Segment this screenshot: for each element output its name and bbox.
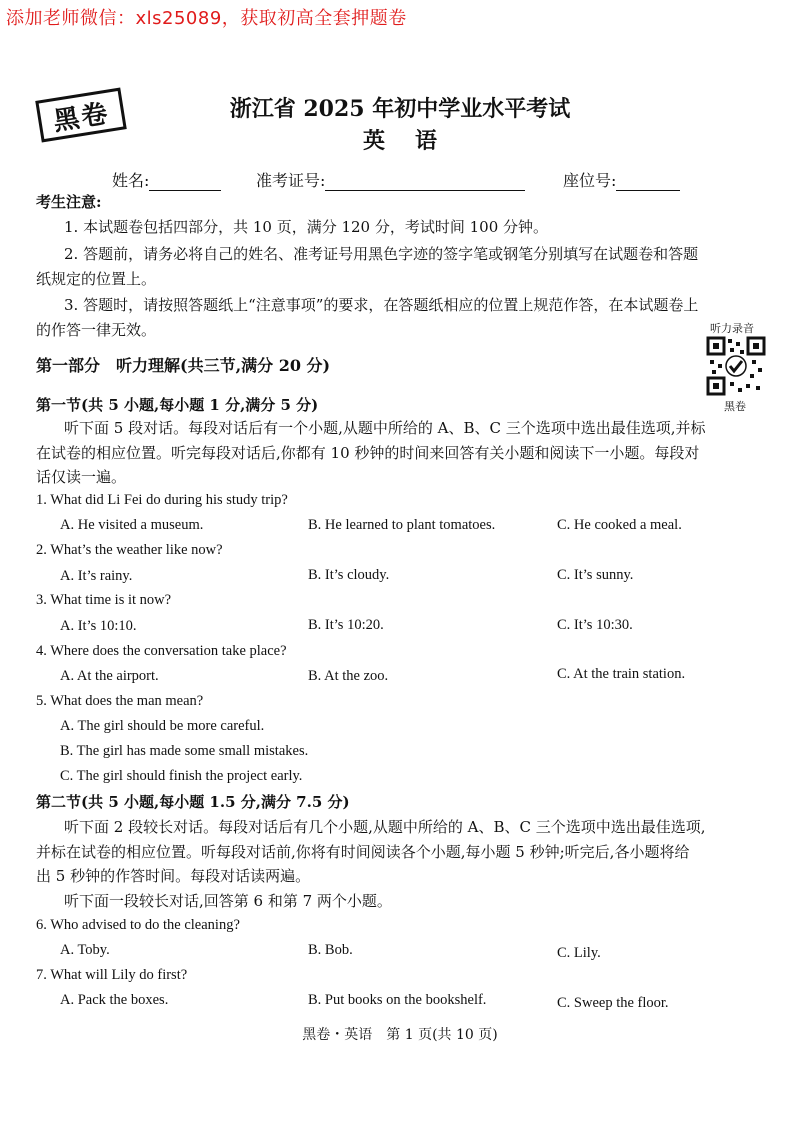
- seat-field: [563, 168, 680, 191]
- name-blank: [149, 174, 221, 191]
- q7-option-b: B. Put books on the bookshelf.: [308, 992, 487, 1008]
- q6-option-c: C. Lily.: [557, 945, 601, 961]
- promo-banner: 添加老师微信：xls25089，获取初高全套押题卷: [6, 8, 407, 29]
- q2-option-a: A. It’s rainy.: [60, 568, 133, 584]
- q5-option-b: B. The girl has made some small mistakes.: [60, 743, 309, 759]
- q7-option-a: A. Pack the boxes.: [60, 992, 169, 1008]
- section1-heading: 第一节(共 5 小题,每小题 1 分,满分 5 分): [36, 396, 319, 414]
- exam-number-blank: [325, 174, 525, 191]
- section2-line1: 听下面 2 段较长对话。每段对话后有几个小题,从题中所给的 A、B、C 三个选项中选出最佳选项,: [64, 818, 706, 836]
- section1-line2: 在试卷的相应位置。听完每段对话后,你都有 10 秒钟的时间来回答有关小题和阅读下一小题。每段对: [36, 444, 700, 462]
- q5-option-c: C. The girl should finish the project early.: [60, 768, 303, 784]
- section2-line2: 并标在试卷的相应位置。听每段对话前,你将有时间阅读各个小题,每小题 5 秒钟;听完后,各小题将给: [36, 843, 690, 861]
- question-4: 4. Where does the conversation take place?: [36, 643, 287, 659]
- seat-label: 座位号:: [563, 171, 617, 190]
- q3-option-a: A. It’s 10:10.: [60, 618, 137, 634]
- notice-item-3a: 3. 答题时，请按照答题纸上“注意事项”的要求，在答题纸相应的位置上规范作答，在本试题卷上: [64, 296, 699, 314]
- section2-heading: 第二节(共 5 小题,每小题 1.5 分,满分 7.5 分): [36, 793, 350, 811]
- name-label: 姓名:: [112, 171, 150, 190]
- exam-number-label: 准考证号:: [256, 171, 326, 190]
- q6-option-a: A. Toby.: [60, 942, 110, 958]
- q2-option-c: C. It’s sunny.: [557, 567, 634, 583]
- question-5: 5. What does the man mean?: [36, 693, 204, 709]
- logo-text: 黑卷: [51, 98, 112, 137]
- subject-title: 英语: [362, 128, 467, 154]
- notice-item-1: 1. 本试题卷包括四部分，共 10 页，满分 120 分，考试时间 100 分钟。: [64, 218, 549, 236]
- q4-option-b: B. At the zoo.: [308, 668, 389, 684]
- notice-item-2b: 纸规定的位置上。: [36, 270, 157, 288]
- notice-item-2a: 2. 答题前，请务必将自己的姓名、准考证号用黑色字迹的签字笔或钢笔分别填写在试题卷和答题: [64, 245, 699, 263]
- section1-line3: 话仅读一遍。: [36, 468, 127, 486]
- notice-heading: 考生注意:: [36, 193, 102, 211]
- question-7: 7. What will Lily do first?: [36, 967, 188, 983]
- exam-title: 浙江省 2025 年初中学业水平考试: [229, 96, 571, 122]
- question-3: 3. What time is it now?: [36, 592, 172, 608]
- page-footer: 黑卷・英语 第 1 页(共 10 页): [302, 1027, 498, 1043]
- q3-option-c: C. It’s 10:30.: [557, 617, 633, 633]
- qr-code-icon[interactable]: [706, 336, 766, 396]
- question-2: 2. What’s the weather like now?: [36, 542, 223, 558]
- exam-number-field: [256, 168, 525, 191]
- seat-blank: [616, 174, 680, 191]
- q1-option-a: A. He visited a museum.: [60, 517, 204, 533]
- part1-heading: 第一部分 听力理解(共三节,满分 20 分): [36, 356, 331, 375]
- section2-line4: 听下面一段较长对话,回答第 6 和第 7 两个小题。: [64, 892, 392, 910]
- q4-option-a: A. At the airport.: [60, 668, 159, 684]
- question-1: 1. What did Li Fei do during his study trip?: [36, 492, 288, 508]
- q1-option-b: B. He learned to plant tomatoes.: [308, 517, 496, 533]
- q6-option-b: B. Bob.: [308, 942, 353, 958]
- q7-option-c: C. Sweep the floor.: [557, 995, 669, 1011]
- name-field: [112, 168, 221, 191]
- q5-option-a: A. The girl should be more careful.: [60, 718, 265, 734]
- q2-option-b: B. It’s cloudy.: [308, 567, 390, 583]
- notice-item-3b: 的作答一律无效。: [36, 321, 157, 339]
- section1-line1: 听下面 5 段对话。每段对话后有一个小题,从题中所给的 A、B、C 三个选项中选出最佳选项,并标: [64, 419, 706, 437]
- q1-option-c: C. He cooked a meal.: [557, 517, 682, 533]
- question-6: 6. Who advised to do the cleaning?: [36, 917, 240, 933]
- section2-line3: 出 5 秒钟的作答时间。每段对话读两遍。: [36, 867, 311, 885]
- q3-option-b: B. It’s 10:20.: [308, 617, 384, 633]
- qr-bottom-label: 黑卷: [724, 400, 746, 413]
- q4-option-c: C. At the train station.: [557, 666, 686, 682]
- qr-top-label: 听力录音: [710, 322, 754, 335]
